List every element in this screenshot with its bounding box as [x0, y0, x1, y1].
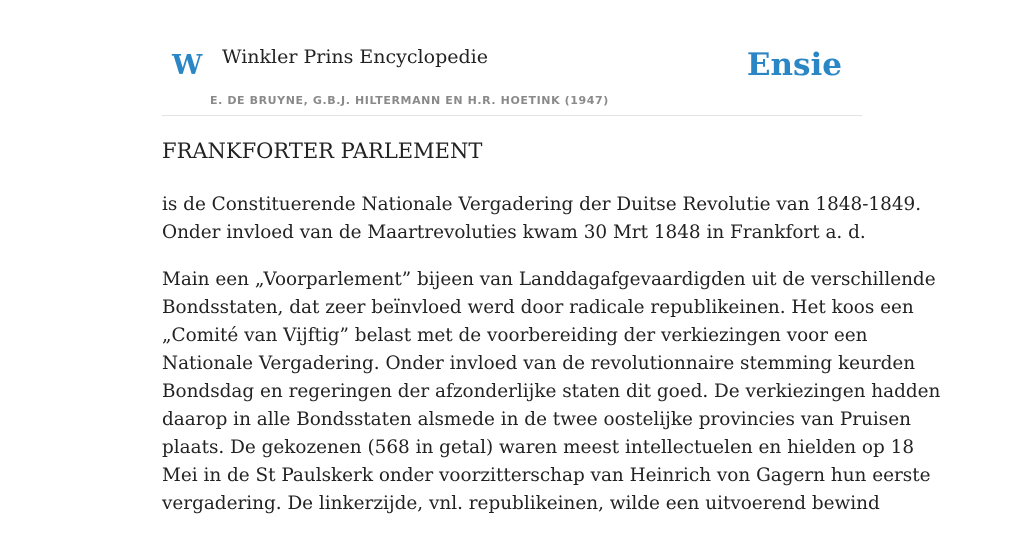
paragraph-line: daarop in alle Bondsstaten alsmede in de twee oostelijke provincies van Pruisen	[162, 409, 911, 431]
article-paragraph-1	[162, 191, 922, 247]
paragraph-line: vergadering. De linkerzijde, vnl. republikeinen, wilde een uitvoerend bewind	[162, 493, 880, 515]
paragraph-line: plaats. De gekozenen (568 in getal) waren meest intellectuelen en hielden op 18	[162, 437, 915, 459]
paragraph-line: is de Constituerende Nationale Vergadering der Duitse Revolutie van 1848-1849.	[162, 194, 922, 216]
paragraph-line: „Comité van Vijftig” belast met de voorbereiding der verkiezingen voor een	[162, 325, 868, 347]
paragraph-line: Nationale Vergadering. Onder invloed van de revolutionnaire stemming keurden	[162, 353, 916, 375]
paragraph-line: Mei in de St Paulskerk onder voorzitterschap van Heinrich von Gagern hun eerste	[162, 465, 931, 487]
site-header	[162, 30, 862, 116]
paragraph-line: Bondsdag en regeringen der afzonderlijke staten dit goed. De verkiezingen hadden	[162, 381, 941, 403]
article-content	[162, 138, 941, 537]
paragraph-line: Bondsstaten, dat zeer beïnvloed werd door radicale republikeinen. Het koos een	[162, 297, 914, 319]
paragraph-line: Main een „Voorparlement” bijeen van Landdagafgevaardigden uit de verschillende	[162, 269, 936, 291]
article-paragraph-2	[162, 266, 941, 518]
paragraph-line: Onder invloed van de Maartrevoluties kwam 30 Mrt 1848 in Frankfort a. d.	[162, 222, 866, 244]
site-title: Winkler Prins Encyclopedie	[222, 46, 488, 68]
article-title: FRANKFORTER PARLEMENT	[162, 139, 483, 163]
authors-byline: E. DE BRUYNE, G.B.J. HILTERMANN EN H.R. HOETINK (1947)	[210, 94, 609, 107]
winkler-prins-logo[interactable]: W	[172, 50, 203, 81]
ensie-brand-link[interactable]: Ensie	[746, 47, 842, 83]
